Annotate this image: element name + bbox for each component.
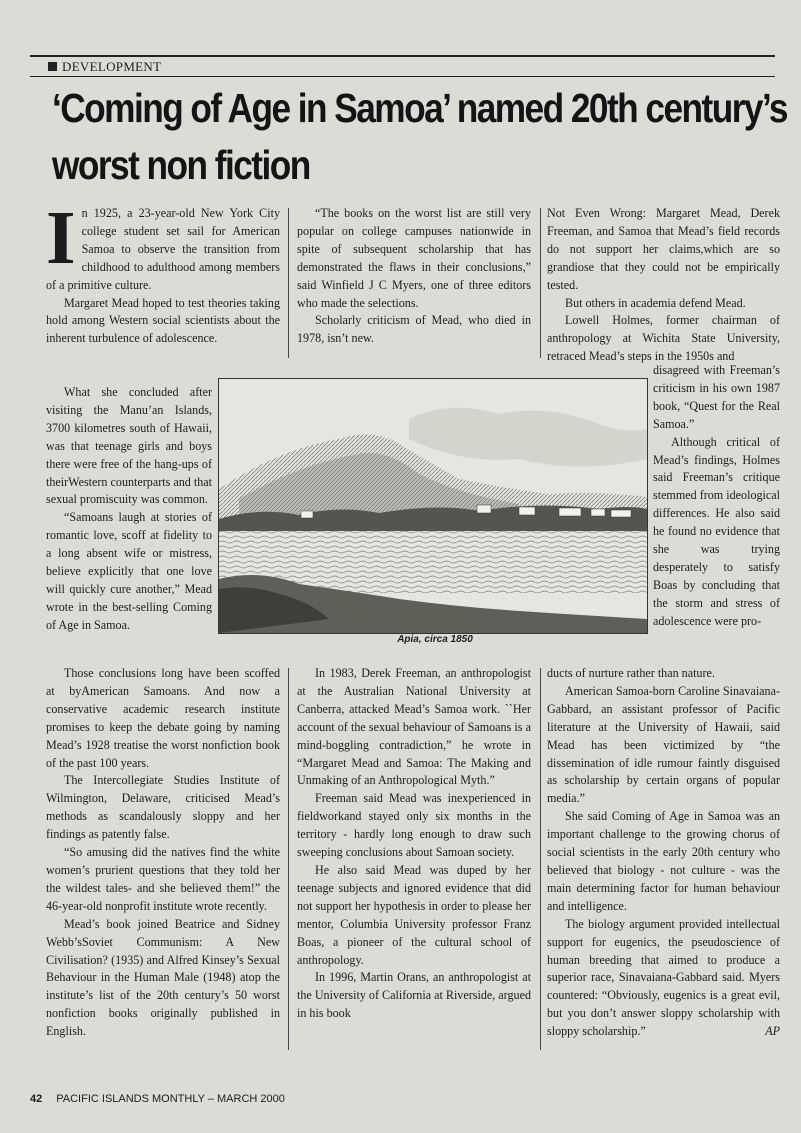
paragraph: In 1983, Derek Freeman, an anthropologist at the Australian National University at Canberra, attacked Mead’s Samoa work. ``Her account of the sexual behaviour of Samoans is a mind-boggling contradiction,” he wrote in “Margaret Mead and Samoa: The Making and Unmaking of an Anthropological Myth.” [297,666,531,788]
paragraph: But others in academia defend Mead. [565,295,746,310]
paragraph: In 1996, Martin Orans, an anthropologist at the University of California at Riverside, argued in his book [297,970,531,1021]
paragraph: Mead’s book joined Beatrice and Sidney Webb’sSoviet Communism: A New Civilisation? (1935) and Alfred Kinsey’s Sexual Behaviour in the Human Male (1948) atop the institute’s list of the 20th century’s 50 worst nonfiction books originally published in English. [46,916,280,1039]
headline-line-2: worst non fiction [52,142,310,188]
paragraph: He also said Mead was duped by her teenage subjects and ignored evidence that did not support her hypothesis in order to please her mentor, Columbia University professor Franz Boas, a pioneer of the cultural school of anthropology. [297,862,531,967]
paragraph: Freeman said Mead was inexperienced in fieldworkand stayed only six months in the territory - hardly long enough to draw such sweeping conclusions about Samoan society. [297,791,531,860]
engraving-illustration [218,378,648,634]
paragraph: The Intercollegiate Studies Institute of Wilmington, Delaware, criticised Mead’s methods as scandalously sloppy and her findings as patently false. [46,773,280,842]
paragraph-text: n 1925, a 23-year-old New York City college student set sail for American Samoa to observe the transition from childhood to adulthood among members of a primitive culture. [46,206,280,292]
column-1-top [46,205,280,348]
column-divider [288,208,289,358]
byline-signature: AP [765,1024,780,1039]
column-divider [288,668,289,1050]
column-3-narrow [653,362,780,631]
paragraph: Not Even Wrong: Margaret Mead, Derek Freeman, and Samoa that Mead’s field records do not support her claims,which are so grandiose that they could not be empirically tested. [547,206,780,292]
section-text: DEVELOPMENT [62,59,162,74]
paragraph: Lowell Holmes, former chairman of anthropology at Wichita State University, retraced Mead’s steps in the 1950s and [547,313,780,364]
paragraph: “Samoans laugh at stories of romantic love, scoff at fidelity to a long absent wife or mistress, believe explicitly that one love will quickly cure another,” Mead wrote in the best-selling Coming of Age in Samoa. [46,510,212,632]
paragraph: Although critical of Mead’s findings, Holmes said Freeman’s critique stemmed from ideological differences. He also said he found no evidence that she was trying desperately to satisfy Boas by concluding that the storm and stress of adolescence were pro- [653,434,780,628]
headline-line-1: ‘Coming of Age in Samoa’ named 20th century’s [52,85,787,131]
paragraph: “So amusing did the natives find the white women’s prurient questions that they told her the wildest tales- and she believed them!” the 46-year-old nonprofit institute wrote recently. [46,845,280,913]
paragraph: American Samoa-born Caroline Sinavaiana-Gabbard, an assistant professor of Pacific literature at the University of Hawaii, said Mead has been victimized by “the dissemination of idle rumour faintly disguised as scholarship by certain organs of popular media.” [547,683,780,806]
paragraph: What she concluded after visiting the Manu’an Islands, 3700 kilometres south of Hawaii, was that teenage girls and boys there were free of the hang-ups of theirWestern counterparts and that sexual promiscuity was common. [46,385,212,507]
headline [52,80,787,194]
column-1-bottom [46,665,280,1041]
section-label [48,59,161,75]
top-rule [30,55,775,57]
page-footer [30,1093,285,1105]
paragraph: She said Coming of Age in Samoa was an important challenge to the growing chorus of social scientists in the early 20th century who believed that biology - not culture - was the main determining factor for human behaviour and intelligence. [547,809,780,913]
house [591,509,605,516]
paragraph: Those conclusions long have been scoffed at byAmerican Samoans. And now a conservative academic research institute promises to keep the debate going by naming Mead’s 1928 treatise the worst nonfiction book of the past 100 years. [46,666,280,770]
house [559,508,581,516]
column-1-narrow [46,384,212,635]
publication-line: PACIFIC ISLANDS MONTHLY – MARCH 2000 [56,1093,285,1105]
paragraph [46,205,280,295]
engraving-svg [219,379,647,633]
paragraph: Scholarly criticism of Mead, who died in 1978, isn’t new. [297,313,531,346]
drop-cap: I [46,205,76,280]
house [301,511,313,518]
paragraph-text: The biology argument provided intellectual support for eugenics, the pseudoscience of human breeding that aimed to produce a superior race, Sinavaiana-Gabbard said. Myers countered: “Obviously, eugenics is a great evil, but you don’t answer sloppy scholarship with sloppy scholarship.” [547,916,780,1039]
paragraph: ducts of nurture rather than nature. [547,666,715,680]
column-3-bottom [547,665,780,1041]
house [477,505,491,513]
paragraph: “The books on the worst list are still very popular on college campuses nationwide in spite of subsequent scholarship that has demonstrated the flaws in their conclusions,” said Winfield J C Myers, one of three editors who made the selections. [297,206,531,310]
paragraph: Margaret Mead hoped to test theories taking hold among Western social scientists about the inherent turbulence of adolescence. [46,295,280,346]
paragraph: disagreed with Freeman’s criticism in his own 1987 book, “Quest for the Real Samoa.” [653,363,780,431]
column-divider [540,668,541,1050]
square-bullet-icon [48,62,57,71]
column-2-bottom [297,665,531,1023]
column-3-top [547,205,780,366]
column-divider [540,208,541,358]
photo-caption: Apia, circa 1850 [397,634,473,645]
house [519,507,535,515]
house [611,510,631,517]
column-2-top [297,205,531,348]
section-rule [30,76,775,77]
page-number: 42 [30,1093,43,1105]
paragraph [547,916,780,1041]
